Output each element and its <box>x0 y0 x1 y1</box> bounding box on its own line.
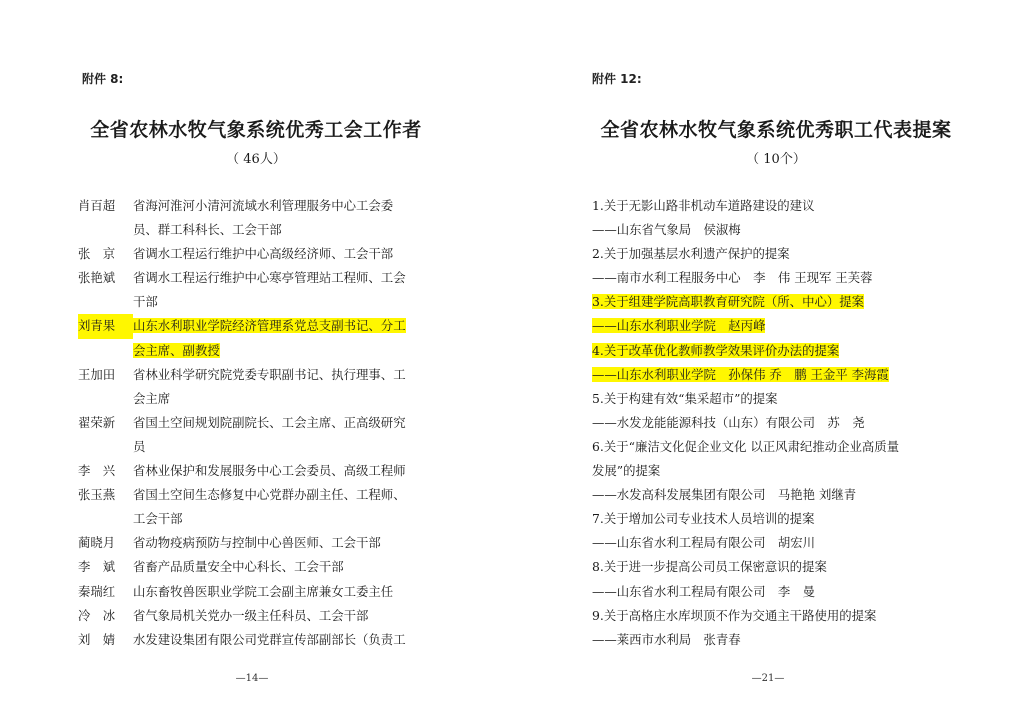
honoree-description: 省林业科学研究院党委专职副书记、执行理事、工 <box>133 366 406 382</box>
honoree-entry <box>78 459 458 483</box>
proposal-list <box>592 194 972 652</box>
honoree-name: 刘青果 <box>78 314 133 338</box>
honoree-name: 王加田 <box>78 366 116 382</box>
attachment-label: 附件 12: <box>592 72 642 86</box>
proposal-author <box>592 314 972 338</box>
honoree-description: 省调水工程运行维护中心高级经济师、工会干部 <box>133 246 394 262</box>
honoree-description: 工会干部 <box>133 511 183 527</box>
proposal-title <box>592 339 972 363</box>
proposal-title <box>592 507 972 531</box>
proposal-author <box>592 628 972 652</box>
honoree-entry <box>78 363 458 387</box>
proposal-title <box>592 555 972 579</box>
proposal-author <box>592 218 972 242</box>
proposal-text: ——山东水利职业学院 孙保伟 乔 鹏 王金平 李海霞 <box>592 366 889 382</box>
proposal-author <box>592 266 972 290</box>
honoree-entry <box>78 604 458 628</box>
honoree-description: 会主席 <box>133 390 171 406</box>
proposal-title <box>592 459 972 483</box>
honoree-entry <box>78 411 458 435</box>
proposal-title <box>592 604 972 628</box>
proposal-author <box>592 531 972 555</box>
proposal-text: ——莱西市水利局 张青春 <box>592 631 741 647</box>
honoree-description: 省畜产品质量安全中心科长、工会干部 <box>133 559 344 575</box>
honoree-name: 翟荣新 <box>78 414 116 430</box>
honoree-description: 省调水工程运行维护中心寒亭管理站工程师、工会 <box>133 270 406 286</box>
honoree-entry <box>78 531 458 555</box>
attachment-label: 附件 8: <box>82 72 124 86</box>
honoree-name: 张艳斌 <box>78 270 116 286</box>
page-subtitle: （ 46人） <box>226 152 286 167</box>
honoree-name: 秦瑞红 <box>78 583 116 599</box>
honoree-description: 省林业保护和发展服务中心工会委员、高级工程师 <box>133 463 406 479</box>
honoree-entry-continued <box>78 507 458 531</box>
honoree-description: 员 <box>133 438 146 454</box>
honoree-name: 蔺晓月 <box>78 535 116 551</box>
honoree-name: 张玉燕 <box>78 487 116 503</box>
proposal-text: 1.关于无影山路非机动车道路建设的建议 <box>592 198 815 213</box>
honoree-description: 省海河淮河小清河流域水利管理服务中心工会委 <box>133 198 394 213</box>
proposal-text: 8.关于进一步提高公司员工保密意识的提案 <box>592 559 827 575</box>
honoree-entry <box>78 555 458 579</box>
honoree-description: 省动物疫病预防与控制中心兽医师、工会干部 <box>133 535 381 551</box>
proposal-text: ——水发龙能能源科技（山东）有限公司 苏 尧 <box>592 414 865 430</box>
proposal-text: 4.关于改革优化教师教学效果评价办法的提案 <box>592 342 840 358</box>
proposal-author <box>592 483 972 507</box>
page-number: —14— <box>235 673 269 684</box>
proposal-author <box>592 363 972 387</box>
honoree-description: 省国土空间生态修复中心党群办副主任、工程师、 <box>133 487 406 503</box>
honoree-name: 冷 冰 <box>78 607 116 623</box>
honoree-description: 山东畜牧兽医职业学院工会副主席兼女工委主任 <box>133 583 394 599</box>
page-number: —21— <box>751 673 785 684</box>
proposal-author <box>592 580 972 604</box>
proposal-text: ——山东省水利工程局有限公司 李 曼 <box>592 583 816 599</box>
honoree-description: 山东水利职业学院经济管理系党总支副书记、分工 <box>133 318 406 334</box>
proposal-title <box>592 194 972 218</box>
honoree-name: 李 兴 <box>78 463 116 479</box>
proposal-text: 3.关于组建学院高职教育研究院（所、中心）提案 <box>592 294 865 310</box>
honoree-entry <box>78 628 458 652</box>
honoree-entry <box>78 314 458 338</box>
honoree-description: 省气象局机关党办一级主任科员、工会干部 <box>133 607 369 623</box>
proposal-text: 发展”的提案 <box>592 463 661 479</box>
honoree-description: 会主席、副教授 <box>133 342 220 358</box>
honoree-list <box>78 194 458 652</box>
proposal-title <box>592 242 972 266</box>
proposal-text: ——山东水利职业学院 赵丙峰 <box>592 318 766 334</box>
honoree-entry-continued <box>78 339 458 363</box>
honoree-name: 李 斌 <box>78 559 116 575</box>
honoree-entry-continued <box>78 435 458 459</box>
proposal-text: 6.关于“廉洁文化促企业文化 以正风肃纪推动企业高质量 <box>592 438 900 454</box>
honoree-entry <box>78 194 458 218</box>
proposal-text: 2.关于加强基层水利遗产保护的提案 <box>592 246 790 262</box>
proposal-text: ——水发高科发展集团有限公司 马艳艳 刘继青 <box>592 487 857 503</box>
proposal-title <box>592 387 972 411</box>
proposal-text: 5.关于构建有效“集采超市”的提案 <box>592 390 778 406</box>
honoree-description: 员、群工科科长、工会干部 <box>133 222 282 238</box>
honoree-name: 刘 婧 <box>78 631 116 647</box>
page-subtitle: （ 10个） <box>746 152 806 167</box>
proposal-text: 7.关于增加公司专业技术人员培训的提案 <box>592 511 815 527</box>
honoree-entry <box>78 242 458 266</box>
proposal-text: ——山东省气象局 侯淑梅 <box>592 222 741 238</box>
right-page <box>512 0 1024 724</box>
honoree-description: 水发建设集团有限公司党群宣传部副部长（负责工 <box>133 631 406 647</box>
honoree-entry <box>78 266 458 290</box>
proposal-title <box>592 290 972 314</box>
honoree-description: 干部 <box>133 294 158 310</box>
proposal-author <box>592 411 972 435</box>
proposal-text: ——南市水利工程服务中心 李 伟 王现军 王芙蓉 <box>592 270 873 286</box>
honoree-name: 张 京 <box>78 246 116 262</box>
page-title: 全省农林水牧气象系统优秀职工代表提案 <box>600 119 952 141</box>
proposal-text: 9.关于高格庄水库坝顶不作为交通主干路使用的提案 <box>592 607 877 623</box>
proposal-text: ——山东省水利工程局有限公司 胡宏川 <box>592 535 816 551</box>
honoree-entry <box>78 483 458 507</box>
page-title: 全省农林水牧气象系统优秀工会工作者 <box>90 119 422 141</box>
honoree-description: 省国土空间规划院副院长、工会主席、正高级研究 <box>133 414 406 430</box>
honoree-name: 肖百超 <box>78 198 116 213</box>
honoree-entry-continued <box>78 387 458 411</box>
honoree-entry-continued <box>78 290 458 314</box>
honoree-entry-continued <box>78 218 458 242</box>
proposal-title <box>592 435 972 459</box>
honoree-entry <box>78 580 458 604</box>
